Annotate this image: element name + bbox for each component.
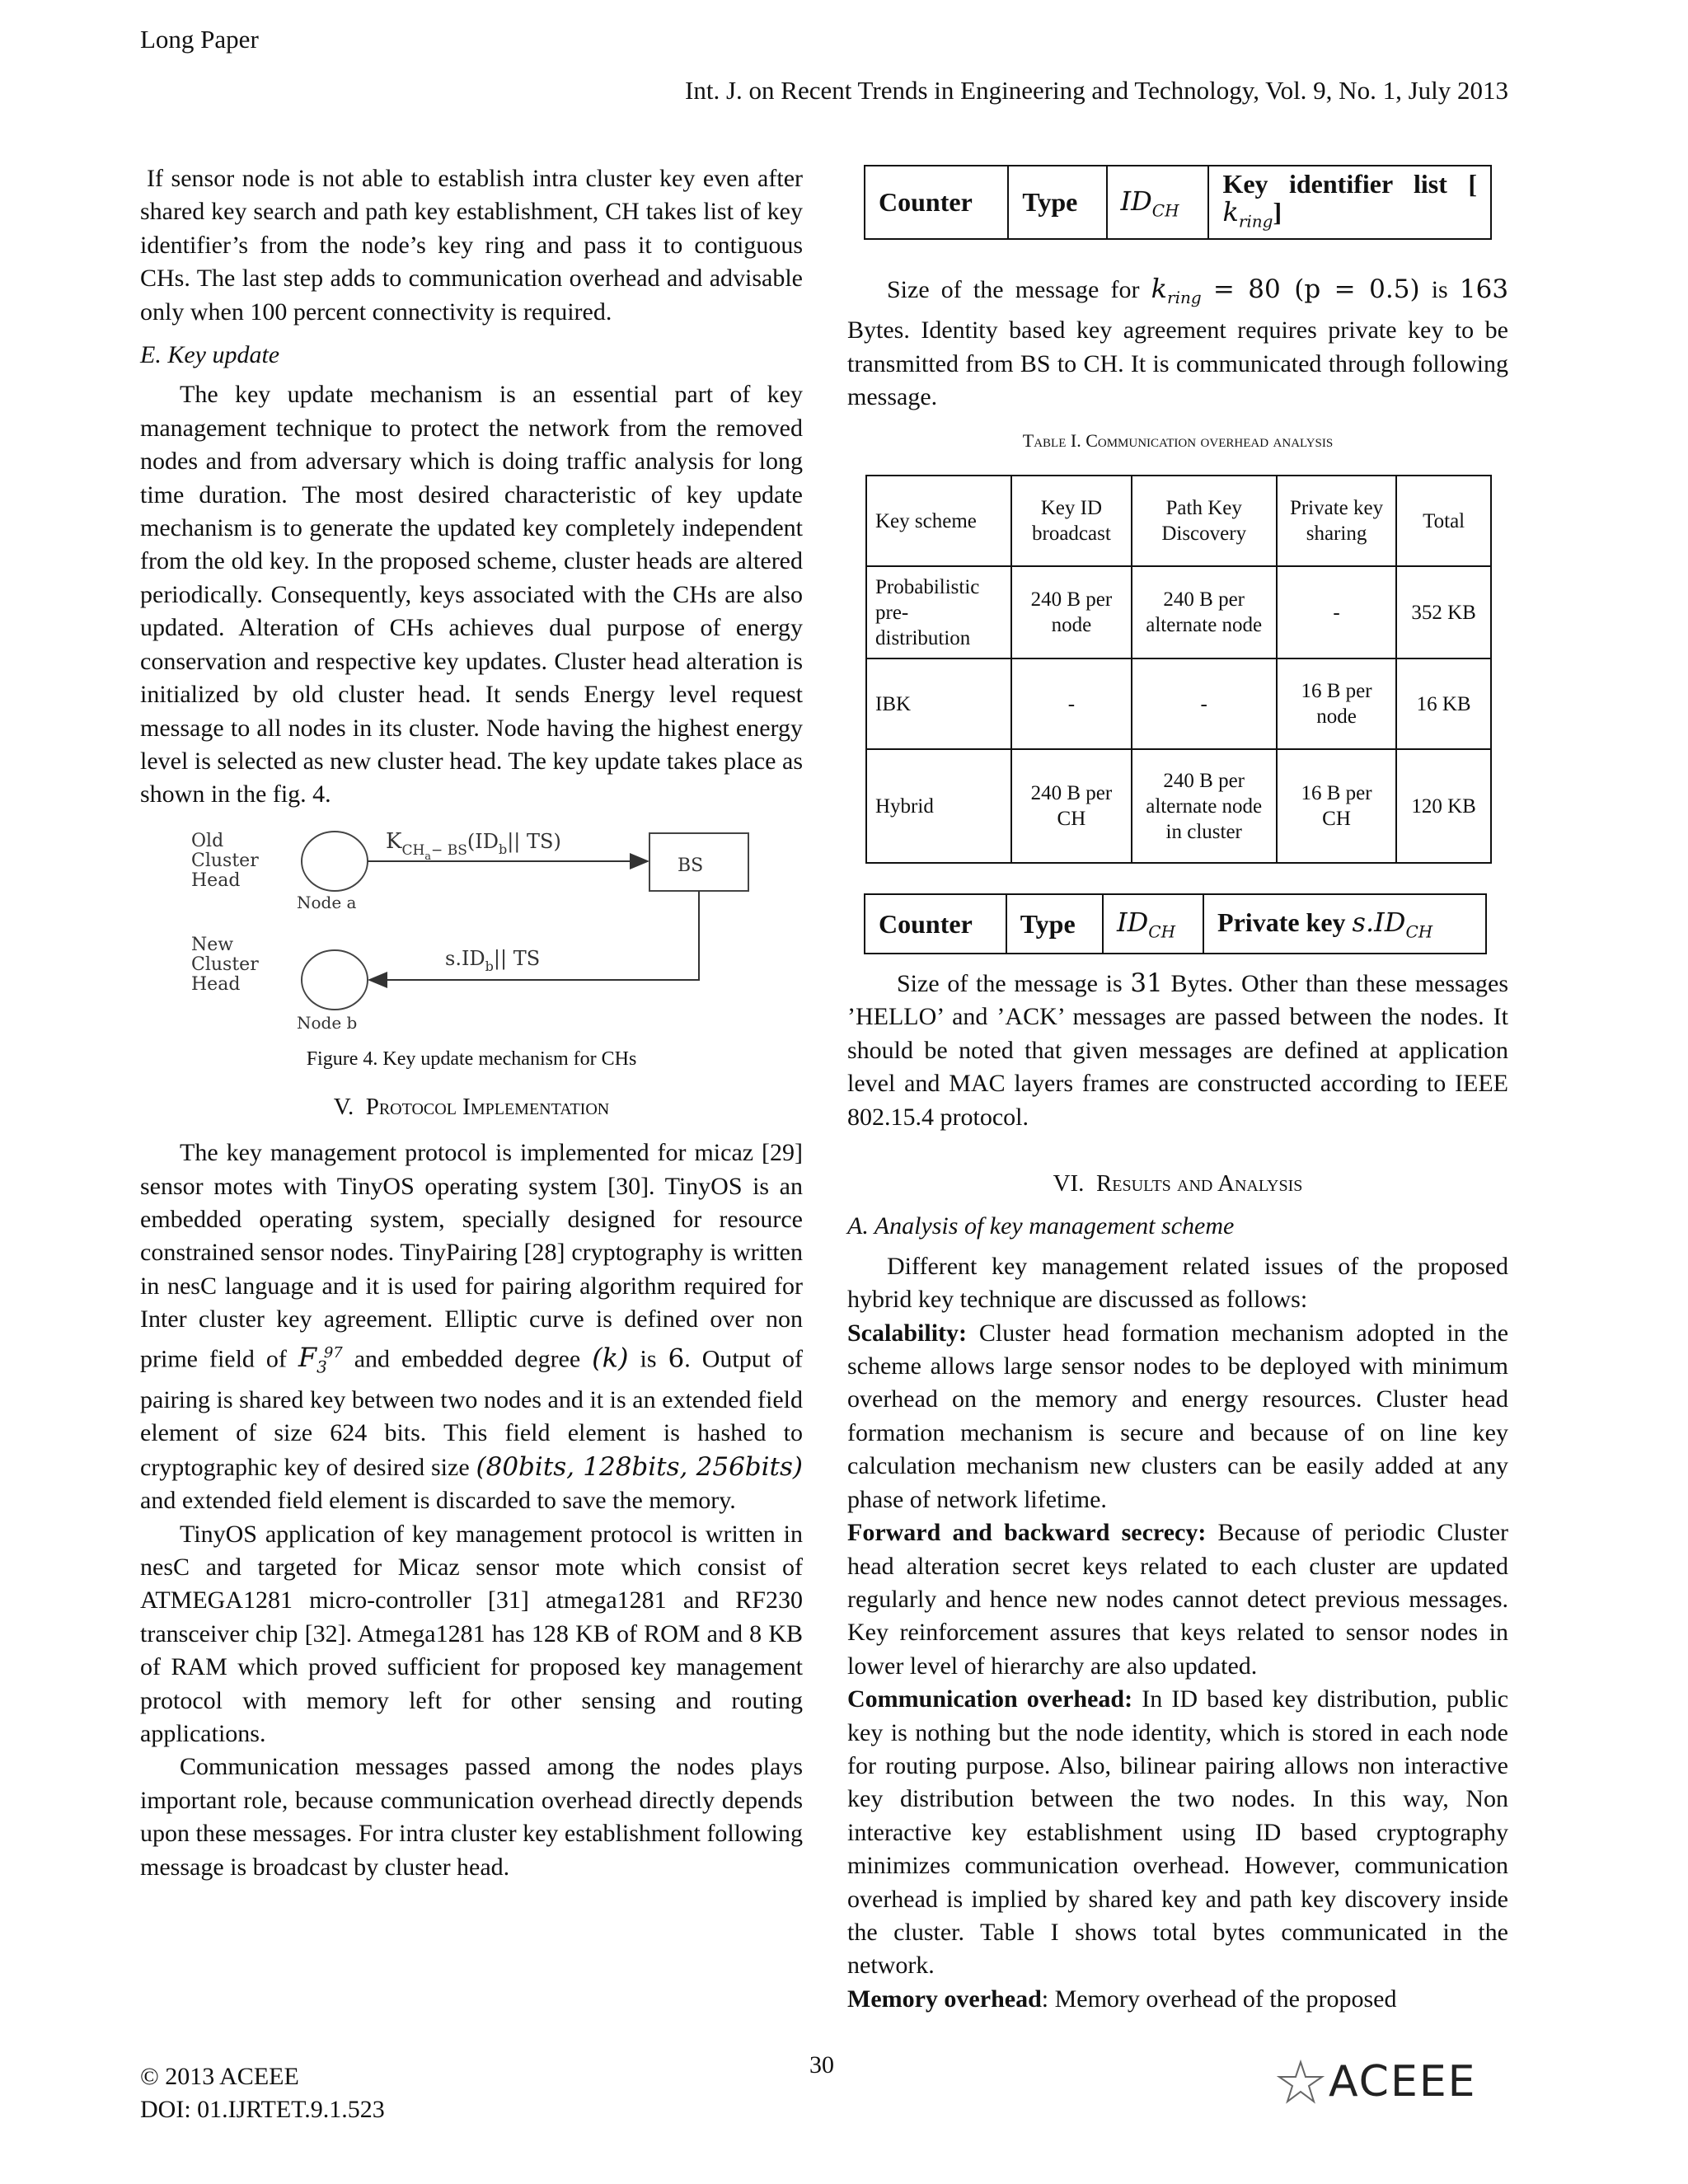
subheading-key-update: E. Key update [140,341,280,369]
table-row [866,658,1491,749]
paragraph-communication-messages: Communication messages passed among the nodes plays important role, because communication overhead directly depends upon these messages. For intra cluster key establishment following message is broadcast by cluster head. [140,1753,804,1881]
table-1-caption: Table I. Communication overhead analysis [1022,429,1334,451]
msg1-id: $ID_{CH}$ [1107,166,1209,239]
paragraph-intra-cluster: If sensor node is not able to establish intra cluster key even after shared key search and path key establishment, CH takes list of key identifier’s from the node’s key ring and pass it to contiguous CHs. The last step adds to communication overhead and advisable only when 100 percent connectivity is required. [140,165,803,326]
msg2-id: $ID_{CH}$ [1103,894,1203,954]
table-header-row [866,476,1491,566]
table-communication-overhead [865,475,1492,864]
table-cell: 240 B per alternate node [1132,566,1277,658]
paragraph-communication-overhead: Communication overhead: In ID based key distribution, public key is nothing but the node identity, which is stored in each node for routing purpose. Also, bilinear pairing allows non interactive key distribution between the two nodes. In this way, Non interactive key establishment using ID based cryptography minimizes communication overhead. However, communication overhead is implied by shared key and path key discovery inside the cluster. Table I shows total bytes communicated in the network. [847,1685,1509,1980]
page-number: 30 [809,2051,834,2079]
paragraph-key-update: The key update mechanism is an essential part of key management technique to protect the network from the removed nodes and from adversary which is doing traffic analysis for long time duration. The most desired characteristic of key update mechanism is to generate the updated key completely independent from the old key. In the proposed scheme, cluster heads are altered periodically. Consequently, keys associated with the CHs are also updated. Alteration of CHs achieves dual purpose of energy conservation and respective key updates. Cluster head alteration is initialized by old cluster head. It sends Energy level request message to all nodes in its cluster. Node having the highest energy level is selected as new cluster head. The key update takes place as shown in the fig. 4. [140,381,803,808]
msg1-counter: Counter [865,166,1008,239]
table-cell: 16 KB [1396,658,1491,749]
aceee-logo [1276,2057,1477,2107]
right-column-bottom [847,967,1508,2016]
table-row [866,749,1491,863]
paragraph-forward-backward: Forward and backward secrecy: Because of periodic Cluster head alteration secret keys related to each cluster are updated regularly and hence new nodes cannot detect previous messages. Key reinforcement assures that keys related to sensor nodes in lower level of hierarchy are also updated. [847,1519,1509,1680]
node-a-circle [302,832,368,891]
table-cell: Probabilistic pre-distribution [866,566,1011,658]
table-cell: - [1277,566,1396,658]
node-b-label: Node b [297,1012,358,1033]
paragraph-issues-intro: Different key management related issues of the proposed hybrid key technique are discussed as follows: [847,1252,1508,1314]
table-cell: 352 KB [1396,566,1491,658]
right-column-top [847,272,1508,457]
paragraph-protocol-impl: The key management protocol is implemented for micaz [29] sensor motes with TinyOS operating system [30]. TinyOS is an embedded operating system, specially designed for resource constrained sensor nodes. TinyPairing [28] cryptography is written in nesC language and it is used for pairing algorithm required for Inter cluster key agreement. Elliptic curve is defined over non prime field of $F_3^{97}$ and embedded degree (k) is 6. Output of pairing is shared key between two nodes and it is an extended field element of size 624 bits. This field element is hashed to cryptographic key of desired size (80bits, 128bits, 256bits) and extended field element is discarded to save the memory. [140,1139,804,1515]
bs-label: BS [678,855,704,876]
table-cell: - [1011,658,1131,749]
new-cluster-label-3: Head [191,973,241,995]
new-cluster-label-2: Cluster [191,954,259,975]
message-format-2 [864,893,1487,954]
section-vi-heading: VI. Results and Analysis [1053,1170,1303,1197]
msg-top-formula: $K_{CHa}^{- BS}(ID_b||$ TS) [386,828,561,863]
paragraph-scalability: Scalability: Cluster head formation mechanism adopted in the scheme allows large sensor nodes to be deployed with minimum overhead on the memory and energy resources. Cluster head formation mechanism is secure and because of on line key calculation mechanism new clusters can be easily added at any phase of network lifetime. [847,1319,1509,1513]
msg1-key-list: Key identifier list [ $k_{ring}$] [1208,166,1491,239]
footer-doi: DOI: 01.IJRTET.9.1.523 [140,2096,385,2123]
old-cluster-label-3: Head [191,869,241,891]
table-header-cell: Path Key Discovery [1132,476,1277,566]
left-column [140,162,803,1884]
message-format-1 [864,165,1492,240]
table-cell: 240 B per alternate node in cluster [1132,749,1277,863]
paragraph-message-size-31: Size of the message is 31 Bytes. Other than these messages ’HELLO’ and ’ACK’ messages are passed between the nodes. It should be noted that given messages are defined at application level and MAC layers frames are constructed according to IEEE 802.15.4 protocol. [847,968,1508,1131]
logo-text: ACEEE [1329,2057,1477,2107]
table-cell: 240 B per CH [1011,749,1131,863]
running-header-right: Int. J. on Recent Trends in Engineering and Technology, Vol. 9, No. 1, July 2013 [685,76,1508,105]
msg2-type: Type [1006,894,1103,954]
table-cell: 16 B per node [1277,658,1396,749]
node-a-label: Node a [297,892,357,912]
table-cell: - [1132,658,1277,749]
old-cluster-label-2: Cluster [191,850,259,871]
table-cell: IBK [866,658,1011,749]
msg-bottom-formula: $s.ID_b||$ TS [445,946,541,974]
table-header-cell: Private key sharing [1277,476,1396,566]
paragraph-memory-overhead: Memory overhead: Memory overhead of the proposed [847,1985,1397,2013]
paragraph-message-size: Size of the message for $k_{ring} = 80$ (p = 0.5) is 163 Bytes. Identity based key agreement requires private key to be transmitted from BS to CH. It is communicated through following message. [847,273,1509,411]
key-update-diagram [140,827,803,1041]
subheading-analysis: A. Analysis of key management scheme [847,1212,1235,1240]
table-header-cell: Key ID broadcast [1011,476,1131,566]
table-row [866,566,1491,658]
figure-4-caption: Figure 4. Key update mechanism for CHs [306,1047,637,1070]
msg2-private-key: Private key $s.ID_{CH}$ [1203,894,1486,954]
figure-4 [140,827,803,1074]
section-v-heading: V. Protocol Implementation [333,1093,610,1120]
table-header-cell: Total [1396,476,1491,566]
table-cell: Hybrid [866,749,1011,863]
running-header-left: Long Paper [140,25,259,54]
table-header-cell: Key scheme [866,476,1011,566]
table-cell: 16 B per CH [1277,749,1396,863]
node-b-circle [302,950,368,1010]
star-icon [1276,2059,1329,2105]
msg2-counter: Counter [865,894,1006,954]
paragraph-tinyos-app: TinyOS application of key management protocol is written in nesC and targeted for Micaz sensor mote which consist of ATMEGA1281 micro-controller [31] atmega1281 and RF230 transceiver chip [32]. Atmega1281 has 128 KB of ROM and 8 KB of RAM which proved sufficient for proposed key management protocol with memory left for other sensing and routing applications. [140,1520,803,1748]
new-cluster-label-1: New [191,934,234,955]
table-cell: 120 KB [1396,749,1491,863]
old-cluster-label-1: Old [191,830,224,851]
msg1-type: Type [1008,166,1106,239]
footer-copyright: © 2013 ACEEE [140,2063,299,2090]
table-cell: 240 B per node [1011,566,1131,658]
